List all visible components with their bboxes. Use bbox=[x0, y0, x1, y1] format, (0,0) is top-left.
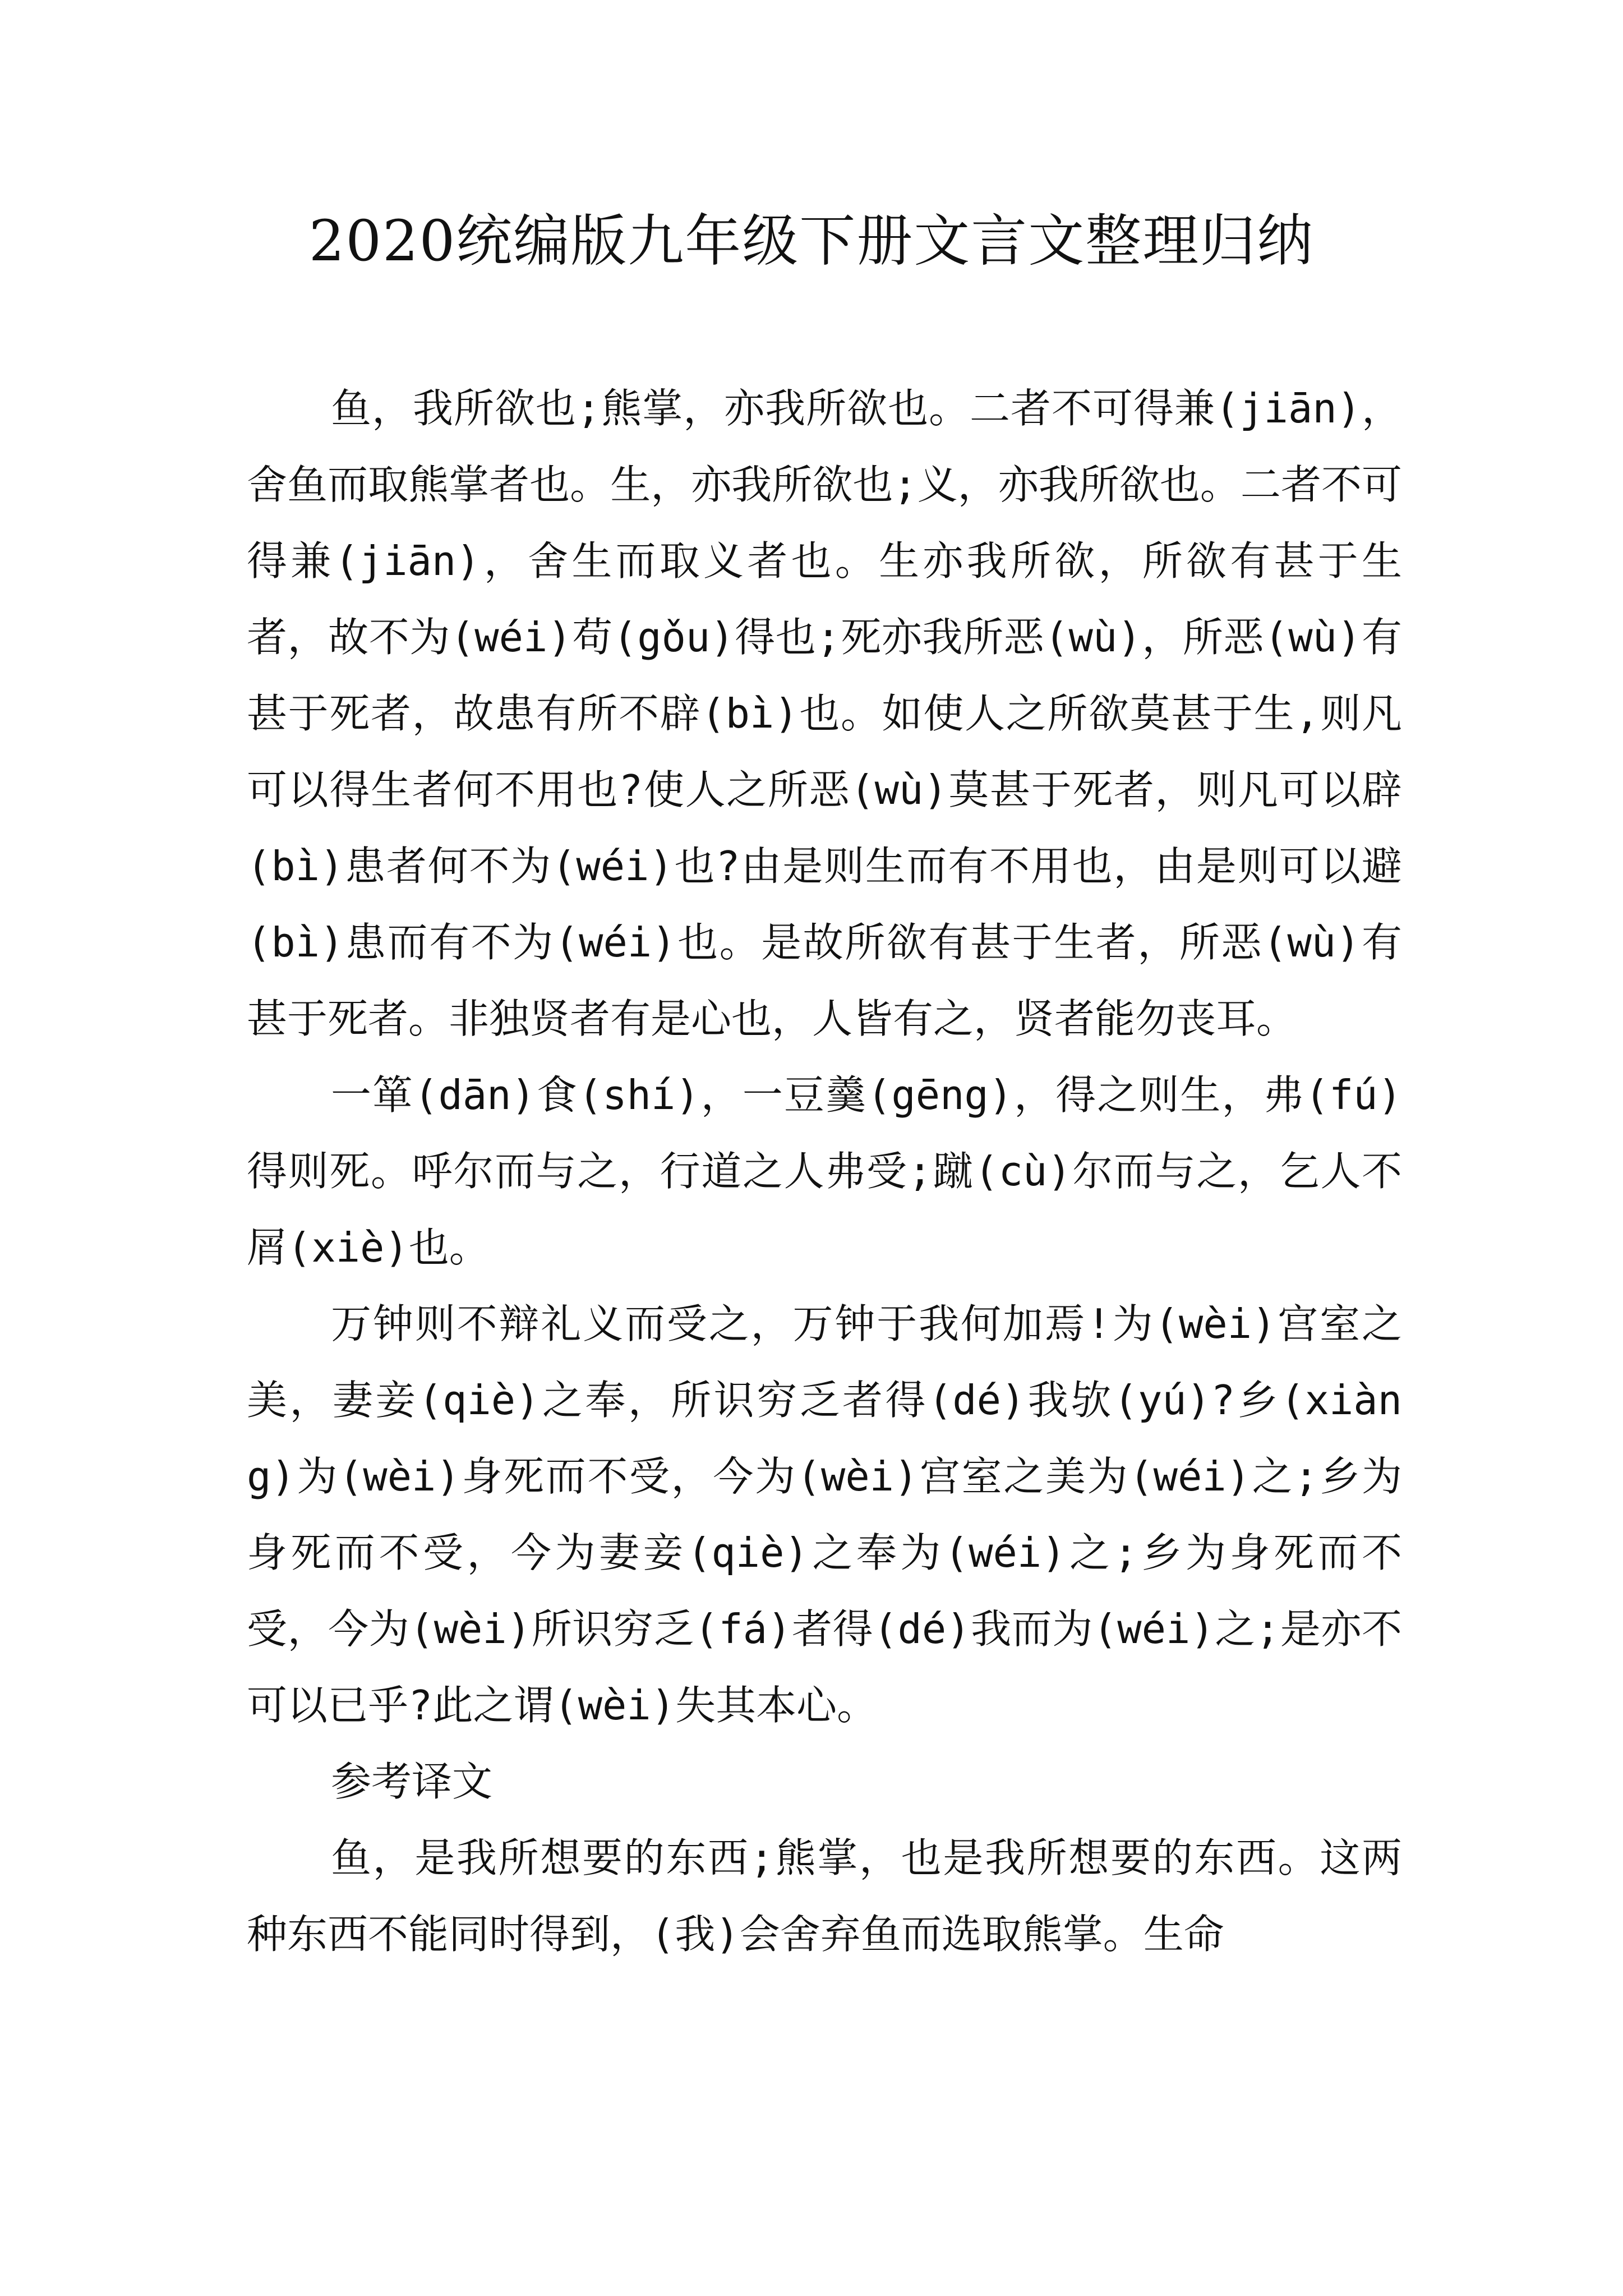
paragraph-basket-of-food: 一箪(dān)食(shí)，一豆羹(gēng)，得之则生，弗(fú)得则死。呼尔而与之，行道之人弗受;蹴(cù)尔而与之，乞人不屑(xiè)也。 bbox=[247, 1071, 1402, 1271]
paragraph-ten-thousand-zhong: 万钟则不辩礼义而受之，万钟于我何加焉!为(wèi)宫室之美，妻妾(qiè)之奉，所识穷乏者得(dé)我欤(yú)?乡(xiàng)为(wèi)身死而不受，今为(wèi)宫室之美为(wéi)之;乡为身死而不受，今为妻妾(qiè)之奉为(wéi)之;乡为身死而不受，今为(wèi)所识穷乏(fá)者得(dé)我而为(wéi)之;是亦不可以已乎?此之谓(wèi)失其本心。 bbox=[247, 1300, 1402, 1729]
document-body bbox=[247, 370, 1402, 1972]
document-title: 2020统编版九年级下册文言文整理归纳 bbox=[308, 208, 1315, 274]
paragraph-translation: 鱼，是我所想要的东西;熊掌，也是我所想要的东西。这两种东西不能同时得到，(我)会舍弃鱼而选取熊掌。生命 bbox=[247, 1834, 1402, 1958]
section-heading-translation: 参考译文 bbox=[331, 1758, 493, 1805]
paragraph-fish-and-bear-paw: 鱼，我所欲也;熊掌，亦我所欲也。二者不可得兼(jiān)，舍鱼而取熊掌者也。生，亦我所欲也;义，亦我所欲也。二者不可得兼(jiān)，舍生而取义者也。生亦我所欲，所欲有甚于生者，故不为(wéi)苟(gǒu)得也;死亦我所恶(wù)，所恶(wù)有甚于死者，故患有所不辟(bì)也。如使人之所欲莫甚于生,则凡可以得生者何不用也?使人之所恶(wù)莫甚于死者，则凡可以辟(bì)患者何不为(wéi)也?由是则生而有不用也，由是则可以避(bì)患而有不为(wéi)也。是故所欲有甚于生者，所恶(wù)有甚于死者。非独贤者有是心也，人皆有之，贤者能勿丧耳。 bbox=[247, 385, 1402, 1042]
